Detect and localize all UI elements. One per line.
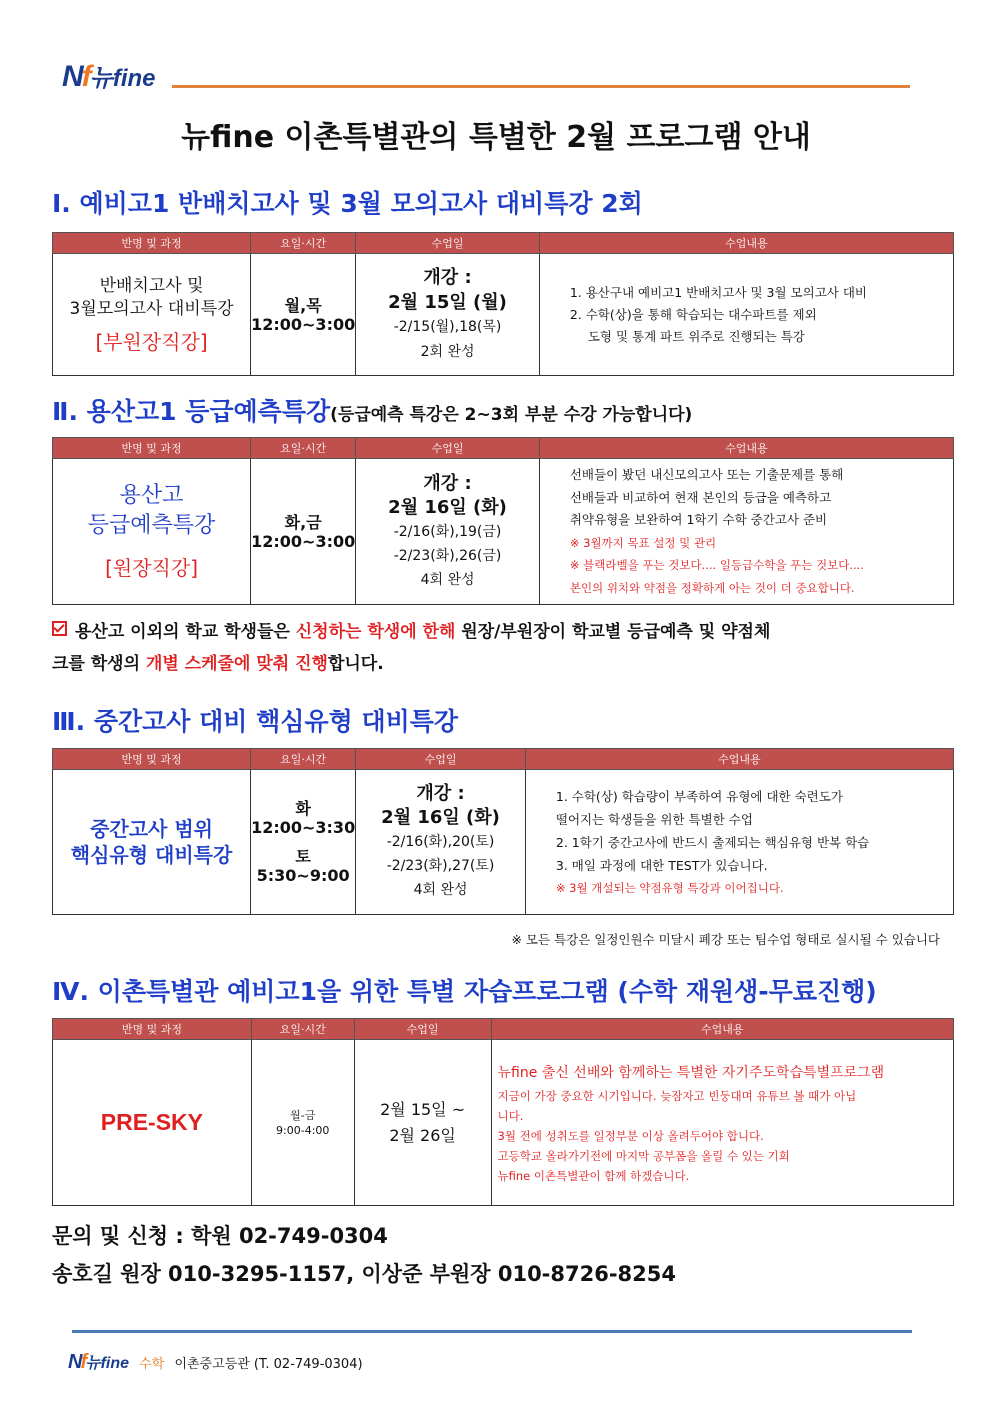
course-line: 용산고 bbox=[119, 482, 184, 508]
notice-text bbox=[52, 616, 952, 680]
date-line: -2/23(화),26(금) bbox=[393, 547, 502, 564]
content-line: 고등학교 올라가기전에 마지막 공부폼을 올릴 수 있는 기회 bbox=[497, 1148, 790, 1163]
date-line: -2/15(월),18(목) bbox=[393, 318, 502, 335]
instructor-label: [원장직강] bbox=[105, 555, 198, 580]
dates-cell bbox=[356, 459, 540, 605]
content-line: 2. 1학기 중간고사에 반드시 출제되는 핵심유형 반복 학습 bbox=[555, 834, 870, 850]
time-cell bbox=[251, 459, 356, 605]
time-hours: 12:00~3:00 bbox=[251, 314, 356, 334]
time-day: 화 bbox=[295, 799, 311, 818]
contact-line-1: 문의 및 신청 : 학원 02-749-0304 bbox=[52, 1224, 388, 1248]
footer-branch: 이촌중고등관 (T. 02-749-0304) bbox=[174, 1357, 363, 1372]
date-line: 4회 완성 bbox=[420, 571, 475, 588]
content-cell bbox=[539, 254, 953, 376]
section-1-table bbox=[52, 232, 954, 376]
col-header-dates: 수업일 bbox=[354, 1019, 491, 1040]
section-2-title bbox=[52, 392, 692, 428]
course-line: 반배치고사 및 bbox=[99, 276, 204, 296]
col-header-dates: 수업일 bbox=[356, 749, 526, 770]
notice-part: 합니다. bbox=[327, 654, 384, 674]
logo-mark: Nf bbox=[62, 60, 90, 93]
content-cell bbox=[525, 770, 953, 915]
content-line: 1. 용산구내 예비고1 반배치고사 및 3월 모의고사 대비 bbox=[569, 284, 867, 300]
content-line: 도형 및 통계 파트 위주로 진행되는 특강 bbox=[587, 328, 805, 344]
dates-cell bbox=[354, 1040, 491, 1206]
date-line: -2/16(화),20(토) bbox=[386, 834, 495, 850]
time-cell bbox=[251, 254, 356, 376]
content-cell bbox=[491, 1040, 953, 1206]
page-title: 뉴fine 이촌특별관의 특별한 2월 프로그램 안내 bbox=[181, 120, 811, 155]
section-4-table bbox=[52, 1018, 954, 1206]
content-line: 선배들과 비교하여 현재 본인의 등급을 예측하고 bbox=[569, 489, 832, 505]
time-cell bbox=[251, 770, 356, 915]
time-day: 토 bbox=[295, 847, 311, 866]
time-hours: 12:00~3:30 bbox=[251, 818, 356, 837]
course-cell: PRE-SKY bbox=[53, 1040, 252, 1206]
date-line: 2회 완성 bbox=[420, 343, 475, 360]
course-cell bbox=[53, 254, 251, 376]
content-line: 니다. bbox=[497, 1108, 524, 1123]
time-day: 월-금 bbox=[290, 1108, 316, 1122]
date-start: 2월 16일 (화) bbox=[381, 807, 500, 828]
time-hours: 5:30~9:00 bbox=[256, 866, 350, 885]
section-3-title: Ⅲ. 중간고사 대비 핵심유형 대비특강 bbox=[52, 707, 459, 736]
content-note: 본인의 위치와 약점을 정확하게 아는 것이 더 중요합니다. bbox=[569, 580, 855, 595]
section-2-subtitle: (등급예측 특강은 2~3회 부분 수강 가능합니다) bbox=[330, 405, 693, 425]
footnote: ※ 모든 특강은 일정인원수 미달시 폐강 또는 팀수업 형태로 실시될 수 있습니다 bbox=[511, 932, 940, 947]
time-day: 화,금 bbox=[284, 512, 322, 532]
col-header-time: 요일·시간 bbox=[251, 438, 356, 459]
content-note: ※ 3월까지 목표 설정 및 관리 bbox=[569, 535, 717, 550]
dates-cell bbox=[356, 254, 540, 376]
notice-part: 용산고 이외의 학교 학생들은 bbox=[75, 622, 296, 642]
date-open-label: 개강 : bbox=[416, 783, 465, 804]
notice-part: 크를 학생의 bbox=[52, 654, 146, 674]
col-header-course: 반명 및 과정 bbox=[53, 233, 251, 254]
notice-highlight: 개별 스케줄에 맞춰 진행 bbox=[145, 654, 328, 674]
col-header-content: 수업내용 bbox=[539, 233, 953, 254]
date-open-label: 개강 : bbox=[423, 266, 472, 288]
content-line: 취약유형을 보완하여 1학기 수학 중간고사 준비 bbox=[569, 512, 828, 527]
notice-part: 원장/부원장이 학교별 등급예측 및 약점체 bbox=[455, 622, 771, 642]
top-divider bbox=[172, 85, 910, 88]
col-header-time: 요일·시간 bbox=[251, 749, 356, 770]
instructor-label: [부원장직강] bbox=[95, 330, 208, 354]
footer-subject: 수학 bbox=[139, 1357, 165, 1372]
col-header-course: 반명 및 과정 bbox=[53, 1019, 252, 1040]
course-line: 3월모의고사 대비특강 bbox=[69, 299, 234, 319]
content-line: 1. 수학(상) 학습량이 부족하여 유형에 대한 숙련도가 bbox=[555, 788, 843, 804]
col-header-content: 수업내용 bbox=[525, 749, 953, 770]
footer-logo: Nf뉴fine bbox=[68, 1351, 130, 1373]
content-line: 지금이 가장 중요한 시기입니다. 늦잠자고 빈둥대며 유튜브 볼 때가 아닙 bbox=[497, 1088, 857, 1103]
date-start: 2월 15일 (월) bbox=[388, 291, 507, 313]
logo-name: 뉴fine bbox=[89, 65, 156, 92]
section-3-table bbox=[52, 748, 954, 915]
content-cell bbox=[539, 459, 953, 605]
col-header-dates: 수업일 bbox=[356, 233, 540, 254]
date-line: 4회 완성 bbox=[413, 882, 468, 898]
content-line: 3월 전에 성취도를 일정부분 이상 올려두어야 합니다. bbox=[497, 1128, 764, 1143]
date-line: 2월 26일 bbox=[389, 1125, 456, 1145]
time-hours: 9:00-4:00 bbox=[276, 1123, 330, 1137]
date-start: 2월 16일 (화) bbox=[388, 496, 507, 518]
col-header-dates: 수업일 bbox=[356, 438, 540, 459]
dates-cell bbox=[356, 770, 526, 915]
course-line: 핵심유형 대비특강 bbox=[70, 843, 233, 867]
course-cell bbox=[53, 770, 251, 915]
time-day: 월,목 bbox=[284, 295, 322, 315]
col-header-time: 요일·시간 bbox=[251, 233, 356, 254]
col-header-course: 반명 및 과정 bbox=[53, 749, 251, 770]
content-heading: 뉴fine 출신 선배와 함께하는 특별한 자기주도학습특별프로그램 bbox=[497, 1064, 885, 1081]
bottom-divider bbox=[72, 1330, 912, 1333]
content-line: 3. 매일 과정에 대한 TEST가 있습니다. bbox=[555, 857, 768, 873]
content-line: 2. 수학(상)을 통해 학습되는 대수파트를 제외 bbox=[569, 306, 817, 322]
course-line: 중간고사 범위 bbox=[90, 817, 213, 841]
date-line: 2월 15일 ~ bbox=[380, 1099, 466, 1119]
checkbox-icon bbox=[52, 621, 67, 636]
footer-logo-name: 뉴fine bbox=[85, 1355, 130, 1372]
content-line: 뉴fine 이촌특별관이 함께 하겠습니다. bbox=[497, 1168, 690, 1183]
date-line: -2/16(화),19(금) bbox=[393, 523, 502, 540]
brand-logo bbox=[62, 58, 156, 94]
col-header-content: 수업내용 bbox=[539, 438, 953, 459]
section-1-title: Ⅰ. 예비고1 반배치고사 및 3월 모의고사 대비특강 2회 bbox=[52, 189, 643, 218]
time-hours: 12:00~3:00 bbox=[251, 531, 356, 551]
date-open-label: 개강 : bbox=[423, 472, 472, 494]
section-4-title: Ⅳ. 이촌특별관 예비고1을 위한 특별 자습프로그램 (수학 재원생-무료진행) bbox=[52, 977, 877, 1006]
content-line: 선배들이 봤던 내신모의고사 또는 기출문제를 통해 bbox=[569, 467, 844, 482]
col-header-course: 반명 및 과정 bbox=[53, 438, 251, 459]
course-line: 등급예측특강 bbox=[87, 512, 216, 538]
content-line: 떨어지는 학생들을 위한 특별한 수업 bbox=[555, 811, 753, 827]
course-cell bbox=[53, 459, 251, 605]
date-line: -2/23(화),27(토) bbox=[386, 858, 495, 874]
contact-line-2: 송호길 원장 010-3295-1157, 이상준 부원장 010-8726-8254 bbox=[52, 1262, 677, 1286]
footer bbox=[68, 1350, 363, 1374]
notice-highlight: 신청하는 학생에 한해 bbox=[295, 622, 456, 642]
content-note: ※ 3월 개설되는 약점유형 특강과 이어집니다. bbox=[555, 880, 784, 895]
content-note: ※ 블랙라벨을 푸는 것보다.... 일등급수학을 푸는 것보다.... bbox=[569, 558, 864, 572]
col-header-content: 수업내용 bbox=[491, 1019, 953, 1040]
section-2-table bbox=[52, 437, 954, 605]
col-header-time: 요일·시간 bbox=[251, 1019, 354, 1040]
section-2-heading: Ⅱ. 용산고1 등급예측특강 bbox=[52, 397, 331, 426]
time-cell bbox=[251, 1040, 354, 1206]
